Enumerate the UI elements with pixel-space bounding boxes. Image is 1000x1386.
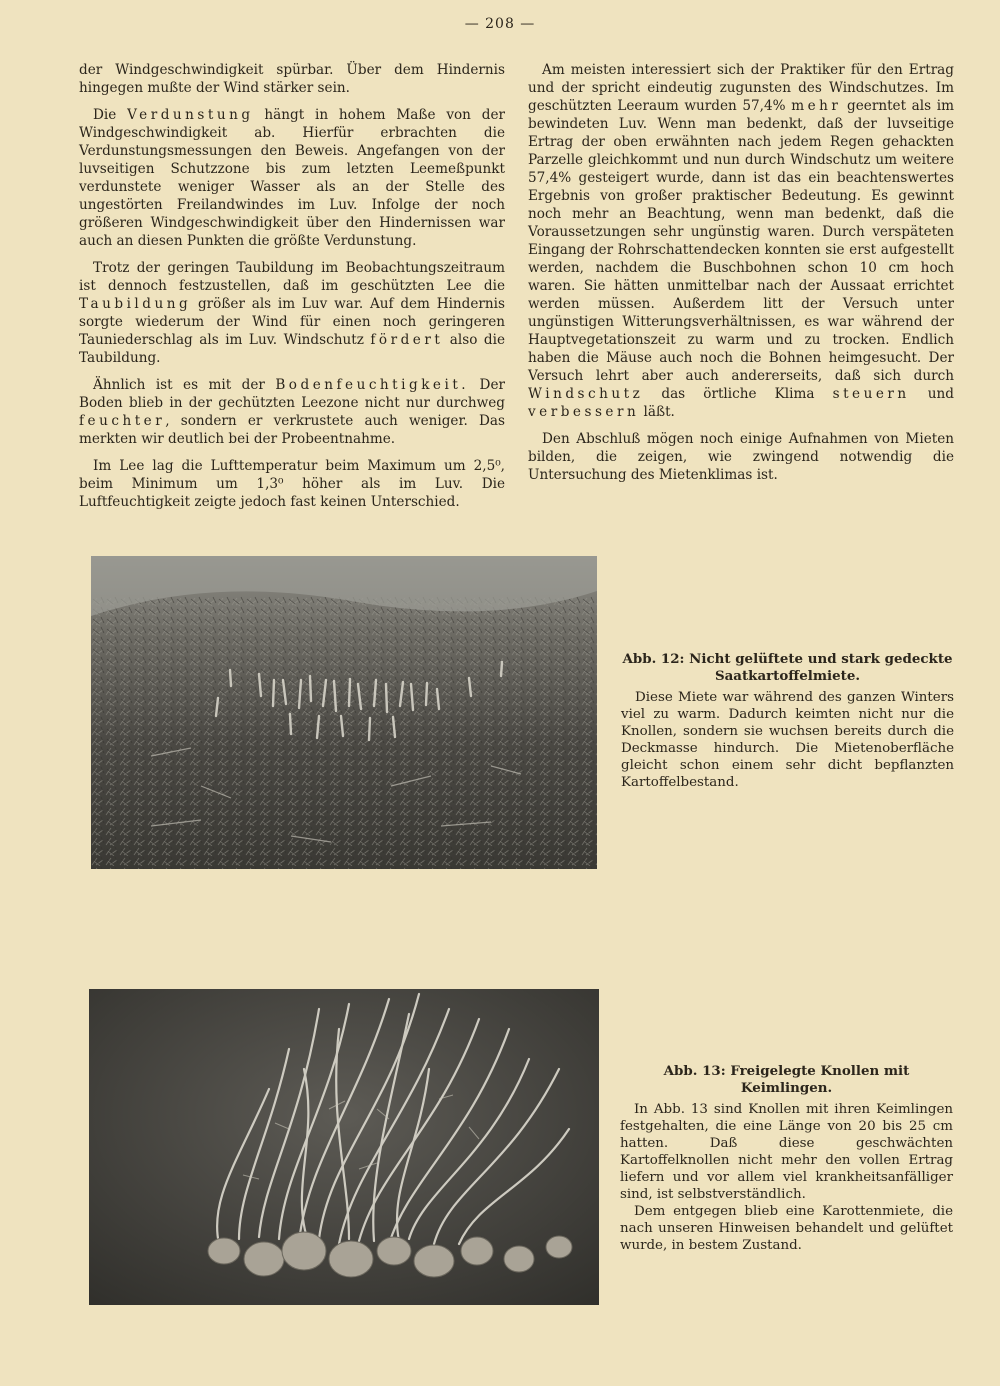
paragraph: Am meisten interessiert sich der Praktiker für den Ertrag und der spricht eindeutig zugunsten des Windschutzes. Im geschützten Leeraum wurden 57,4% mehr geerntet als im bewindeten Luv. Wenn man bedenkt, daß der luvseitige Ertrag der oben erwähnten nach jedem Regen gehackten Parzelle gleichkommt und nun durch Windschutz um weitere 57,4% gesteigert wurde, dann ist das ein beachtenswertes Ergebnis von großer praktischer Bedeutung. Es gewinnt noch mehr an Beachtung, wenn man bedenkt, daß die Voraussetzungen sehr ungünstig waren. Durch verspäteten Eingang der Rohrschattendecken konnten sie erst aufgestellt werden, nachdem die Buschbohnen schon 10 cm hoch waren. Sie hätten unmittelbar nach der Aussaat errichtet werden müssen. Außerdem litt der Versuch unter ungünstigen Witterungsverhältnissen, es war während der Hauptvegetationszeit zu warm und zu trocken. Endlich haben die Mäuse auch noch die Bohnen heimgesucht. Der Versuch lehrt aber auch andererseits, daß sich durch Windschutz das örtliche Klima steuern und verbessern läßt. [528,62,954,420]
figure-13-title: Abb. 13: Freigelegte Knollen mit Keimlingen. [663,1063,910,1096]
spaced-emphasis: Taubildung [79,296,192,312]
spaced-emphasis: steuern [832,386,910,402]
paragraph: der Windgeschwindigkeit spürbar. Über dem Hindernis hingegen mußte der Wind stärker sein. [79,62,505,96]
paragraph: Den Abschluß mögen noch einige Aufnahmen von Mieten bilden, die zeigen, wie zwingend notwendig die Untersuchung des Mietenklimas ist. [528,431,954,483]
right-text-column [528,61,954,493]
paragraph: Ähnlich ist es mit der Bodenfeuchtigkeit. Der Boden blieb in der gechützten Leezone nicht nur durchweg feuchter, sondern er verkrustete auch weniger. Das merkten wir deutlich bei der Probeentnahme. [79,377,505,447]
spaced-emphasis: feuchter [79,413,166,429]
spaced-emphasis: Bodenfeuchtigkeit. [275,377,470,393]
page-number: — 208 — [464,16,536,32]
spaced-emphasis: verbessern [528,404,640,420]
figure-12-text: Diese Miete war während des ganzen Winters viel zu warm. Dadurch keimten nicht nur die Knollen, sondern sie wuchsen bereits durch die Deckmasse hindurch. Die Mietenoberfläche gleicht schon einem sehr dicht bepflanzten Kartoffelbestand. [621,690,954,790]
spaced-emphasis: fördert [370,332,444,348]
figure-12-caption [621,651,954,791]
figure-12-photo [91,556,597,869]
spaced-emphasis: Verdunstung [127,107,254,123]
figure-12-title: Abb. 12: Nicht gelüftete und stark gedeckte Saatkartoffelmiete. [622,651,953,684]
figure-13-photo [89,989,599,1305]
spaced-emphasis: mehr [791,98,842,114]
left-text-column [79,61,505,520]
figure-13-caption [620,1063,953,1254]
paragraph: Die Verdunstung hängt in hohem Maße von der Windgeschwindigkeit ab. Hierfür erbrachten die Verdunstungsmessungen den Beweis. Angefangen von der luvseitigen Schutzzone bis zum letzten Leemeßpunkt verdunstete weniger Wasser als an der Stelle des ungestörten Freilandwindes im Luv. Infolge der noch größeren Windgeschwindigkeit über den Hindernissen war auch an diesen Punkten die größte Verdunstung. [79,107,505,249]
paragraph: Im Lee lag die Lufttemperatur beim Maximum um 2,5⁰, beim Minimum um 1,3⁰ höher als im Luv. Die Luftfeuchtigkeit zeigte jedoch fast keinen Unterschied. [79,458,505,510]
figure-13-text: In Abb. 13 sind Knollen mit ihren Keimlingen festgehalten, die eine Länge von 20 bis 25 cm hatten. Daß diese geschwächten Kartoffelknollen nicht mehr den vollen Ertrag liefern und vor allem viel krankheitsanfälliger sind, ist selbstverständlich. [620,1102,953,1202]
figure-13-text: Dem entgegen blieb eine Karottenmiete, die nach unseren Hinweisen behandelt und gelüftet wurde, in bestem Zustand. [620,1204,953,1253]
paragraph: Trotz der geringen Taubildung im Beobachtungszeitraum ist dennoch festzustellen, daß im geschützten Lee die Taubildung größer als im Luv war. Auf dem Hindernis sorgte wiederum der Wind für einen noch geringeren Tauniederschlag als im Luv. Windschutz fördert also die Taubildung. [79,260,505,366]
spaced-emphasis: Windschutz [528,386,644,402]
